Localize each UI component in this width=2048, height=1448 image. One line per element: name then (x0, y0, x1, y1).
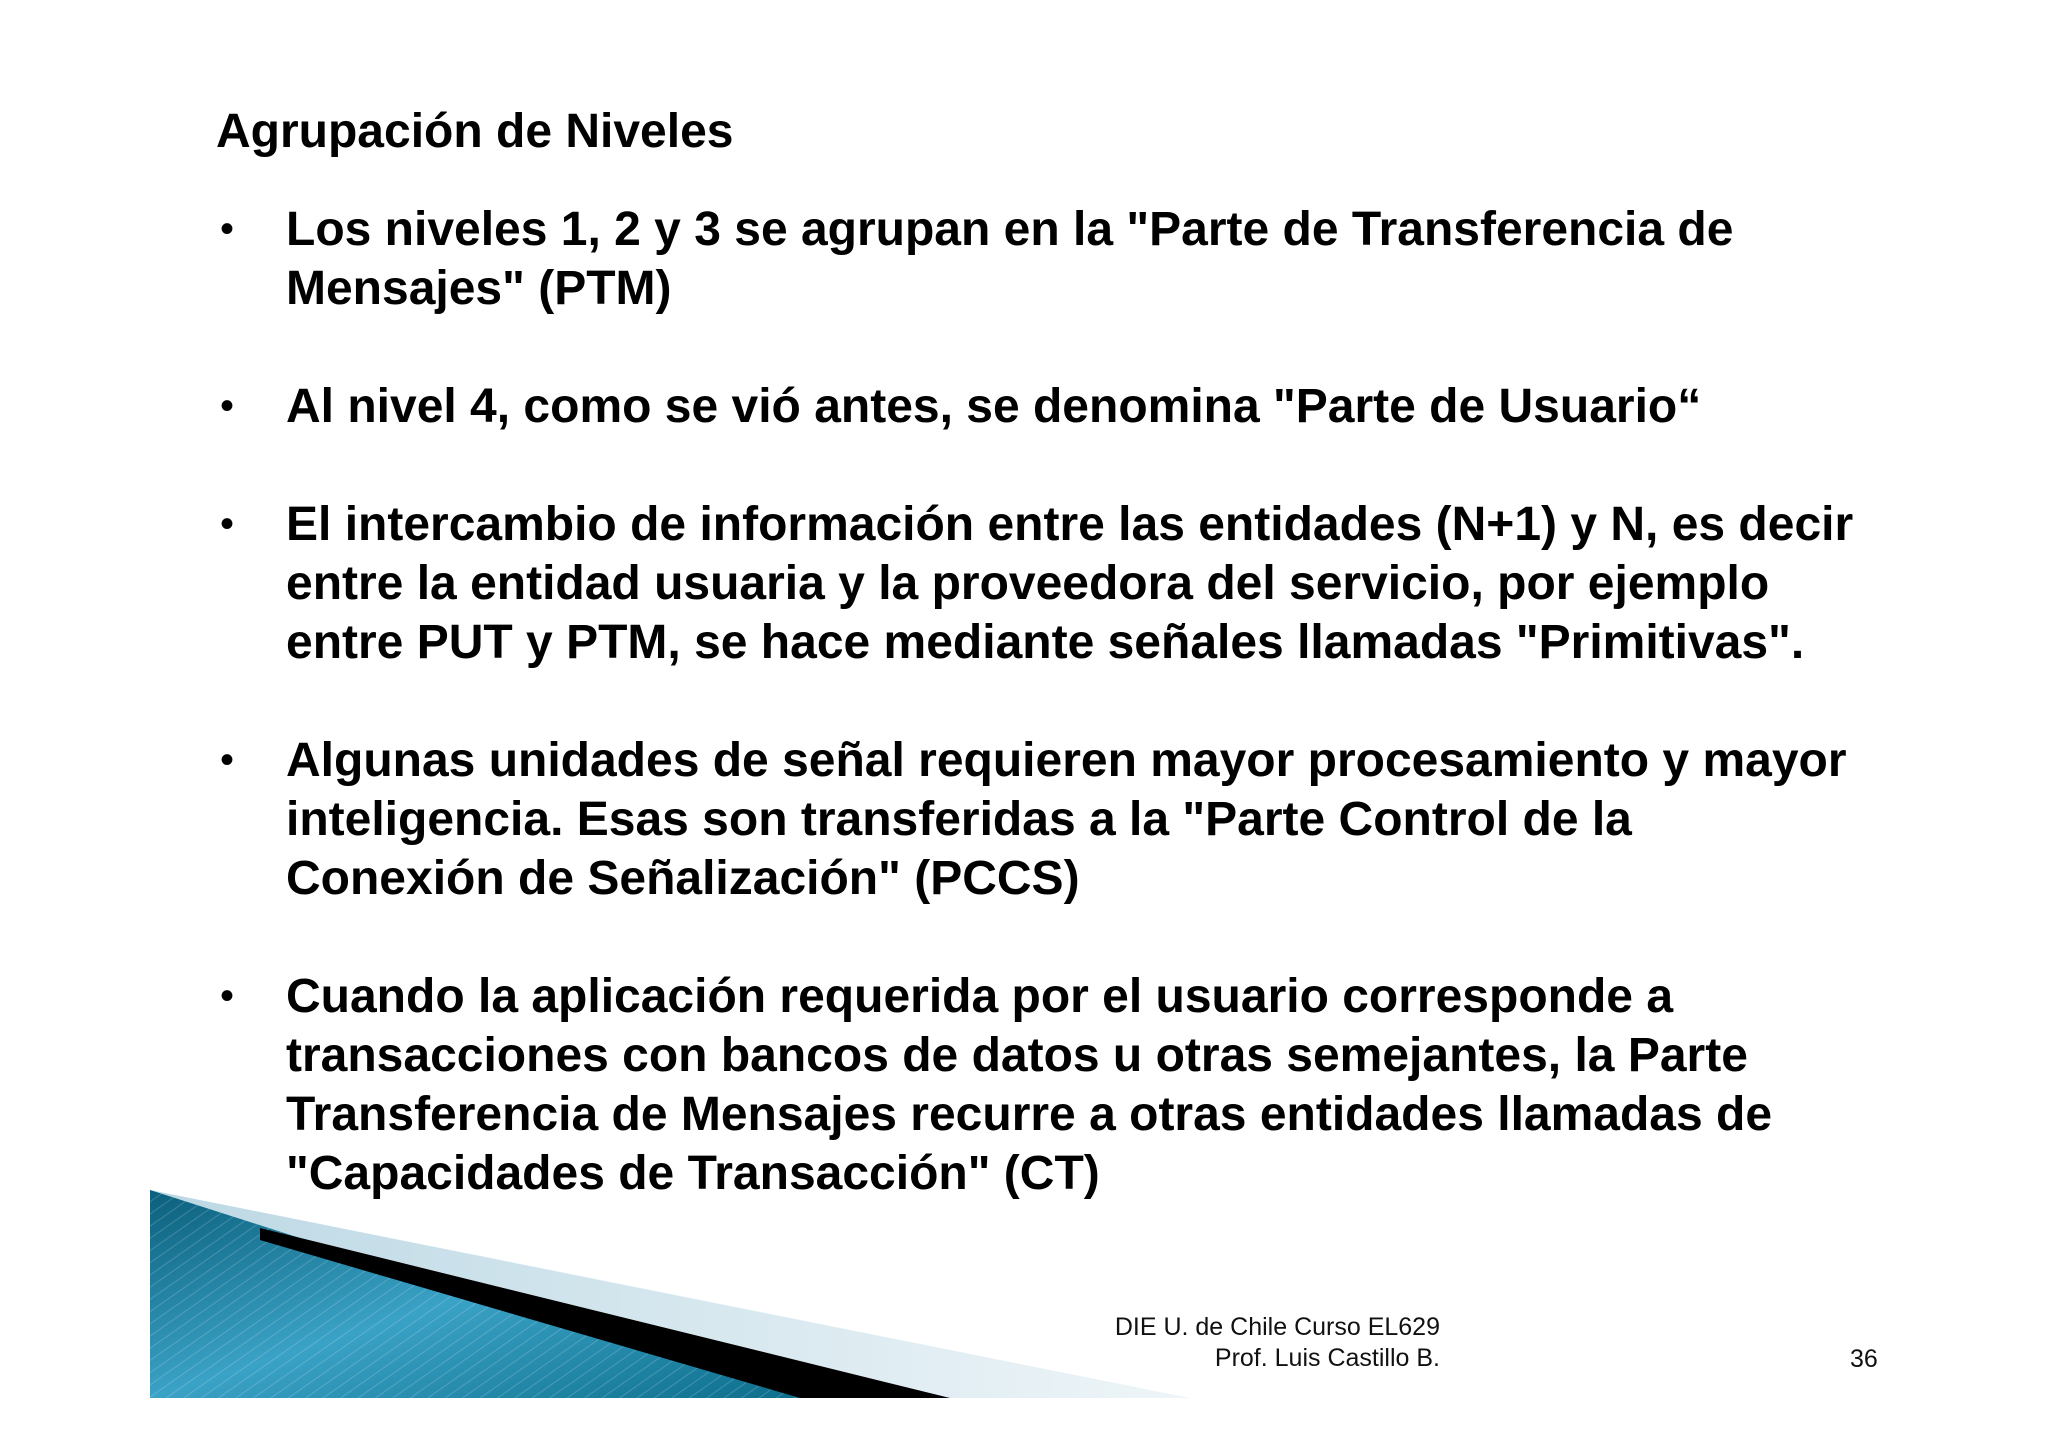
bullet-icon: • (220, 207, 235, 251)
bullet-text: Cuando la aplicación requerida por el usuario corresponde a transacciones con bancos de datos u otras semejantes, la Parte Transferencia de Mensajes recurre a otras entidades llamadas de "Capacidades de Transacción" (CT) (286, 970, 1773, 1200)
bullet-icon: • (220, 974, 235, 1018)
bullet-text: Algunas unidades de señal requieren mayor procesamiento y mayor inteligencia. Esas son transferidas a la "Parte Control de la Conexión de Señalización" (PCCS) (286, 734, 1847, 905)
page-number: 36 (1850, 1345, 1878, 1373)
bullet-item (216, 200, 1856, 318)
bullet-list (216, 200, 1856, 1262)
bullet-icon: • (220, 738, 235, 782)
bullet-icon: • (220, 384, 235, 428)
bullet-text: Los niveles 1, 2 y 3 se agrupan en la "Parte de Transferencia de Mensajes" (PTM) (286, 203, 1734, 315)
bullet-item (216, 377, 1856, 436)
bullet-text: Al nivel 4, como se vió antes, se denomina "Parte de Usuario“ (286, 380, 1702, 433)
bullet-item (216, 495, 1856, 672)
bullet-item (216, 967, 1856, 1203)
slide-title: Agrupación de Niveles (216, 105, 734, 158)
footer-course-line: DIE U. de Chile Curso EL629 (1114, 1313, 1440, 1341)
bullet-text: El intercambio de información entre las entidades (N+1) y N, es decir entre la entidad usuaria y la proveedora del servicio, por ejemplo entre PUT y PTM, se hace mediante señales llamadas "Primitivas". (286, 498, 1854, 669)
bullet-item (216, 731, 1856, 908)
footer-course-info (1080, 1312, 1440, 1374)
bullet-icon: • (220, 502, 235, 546)
footer-professor-line: Prof. Luis Castillo B. (1214, 1344, 1440, 1372)
